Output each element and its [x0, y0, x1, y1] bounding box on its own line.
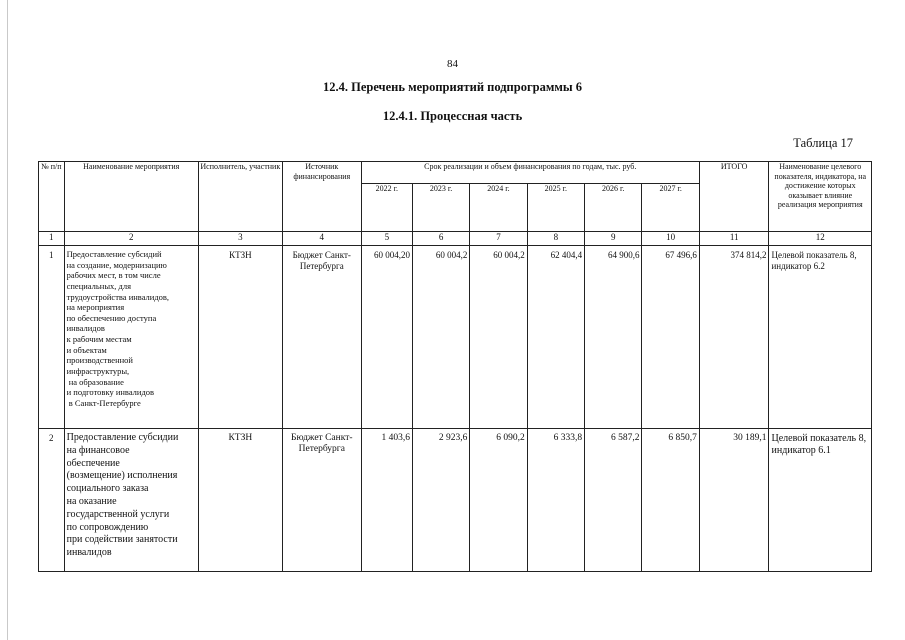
header-no: № п/п — [39, 162, 65, 232]
header-name: Наименование мероприятия — [64, 162, 198, 232]
funding-value-2025: 6 333,8 — [527, 429, 584, 572]
header-source: Источник финансирования — [282, 162, 361, 232]
funding-total: 30 189,1 — [699, 429, 769, 572]
measure-name-line: инвалидов — [66, 323, 105, 334]
column-number: 5 — [361, 232, 412, 246]
executor-cell: КТЗН — [198, 246, 282, 429]
column-number: 11 — [699, 232, 769, 246]
measure-name — [64, 429, 198, 572]
executor-cell: КТЗН — [198, 429, 282, 572]
funding-value-2022: 1 403,6 — [361, 429, 412, 572]
page-edge-rule — [7, 0, 8, 640]
column-number: 7 — [470, 232, 527, 246]
column-number: 1 — [39, 232, 65, 246]
measure-name-line: в Санкт-Петербурге — [66, 397, 141, 408]
table-row — [39, 246, 872, 429]
funding-value-2025: 62 404,4 — [527, 246, 584, 429]
measure-name-line: на финансовое — [66, 444, 130, 456]
measure-name-line: Предоставление субсидий — [66, 249, 162, 259]
header-period-group: Срок реализации и объем финансирования по годам, тыс. руб. — [361, 162, 699, 184]
measure-name-line: и подготовку инвалидов — [66, 387, 155, 398]
funding-value-2027: 6 850,7 — [642, 429, 699, 572]
row-number: 2 — [39, 429, 65, 572]
column-number: 4 — [282, 232, 361, 246]
measure-name-line: обеспечение — [66, 457, 120, 469]
column-number: 2 — [64, 232, 198, 246]
page-number: 84 — [447, 58, 458, 70]
measure-name-line: и объектам — [66, 344, 107, 355]
funding-total: 374 814,2 — [699, 246, 769, 429]
column-number: 12 — [769, 232, 872, 246]
measure-name-line: специальных, для — [66, 280, 132, 291]
subsection-title: 12.4.1. Процессная часть — [382, 109, 523, 123]
column-number: 8 — [527, 232, 584, 246]
funding-value-2022: 60 004,20 — [361, 246, 412, 429]
measure-name-line: на образование — [66, 376, 124, 387]
measure-name-line: по обеспечению доступа — [66, 312, 157, 323]
funding-value-2023: 2 923,6 — [412, 429, 469, 572]
table-caption: Таблица 17 — [793, 136, 853, 150]
measure-name-line: при содействии занятости — [66, 534, 178, 546]
header-indicator: Наименование целевого показателя, индикатора, на достижение которых оказывает влияние реализация мероприятия — [769, 162, 872, 232]
funding-source-cell: Бюджет Санкт-Петербурга — [282, 429, 361, 572]
table-row — [39, 429, 872, 572]
measure-name-line: на оказание — [66, 495, 117, 507]
column-number: 9 — [585, 232, 642, 246]
measure-name-line: на создание, модернизацию — [66, 259, 167, 270]
column-number: 10 — [642, 232, 699, 246]
indicator-cell: Целевой показатель 8, индикатор 6.2 — [769, 246, 872, 429]
measure-name-line: социального заказа — [66, 483, 149, 495]
funding-value-2026: 64 900,6 — [585, 246, 642, 429]
measure-name-line: государственной услуги — [66, 508, 170, 520]
header-executor: Исполнитель, участник — [198, 162, 282, 232]
row-number: 1 — [39, 246, 65, 429]
header-year: 2024 г. — [470, 184, 527, 232]
header-year: 2023 г. — [412, 184, 469, 232]
measure-name-line: по сопровождению — [66, 521, 149, 533]
measure-name-line: инвалидов — [66, 547, 112, 559]
header-year: 2026 г. — [585, 184, 642, 232]
section-title: 12.4. Перечень мероприятий подпрограммы 6 — [322, 80, 583, 94]
measure-name-line: инфраструктуры, — [66, 365, 130, 376]
measures-table — [38, 161, 872, 572]
funding-value-2024: 6 090,2 — [470, 429, 527, 572]
header-year: 2025 г. — [527, 184, 584, 232]
measure-name-line: трудоустройства инвалидов, — [66, 291, 170, 302]
measure-name-line: на мероприятия — [66, 302, 125, 313]
funding-source-cell: Бюджет Санкт-Петербурга — [282, 246, 361, 429]
header-year: 2027 г. — [642, 184, 699, 232]
header-total: ИТОГО — [699, 162, 769, 232]
funding-value-2027: 67 496,6 — [642, 246, 699, 429]
column-number-row — [39, 232, 872, 246]
measure-name-line: рабочих мест, в том числе — [66, 270, 161, 281]
funding-value-2023: 60 004,2 — [412, 246, 469, 429]
funding-value-2026: 6 587,2 — [585, 429, 642, 572]
header-year: 2022 г. — [361, 184, 412, 232]
measure-name-line: производственной — [66, 355, 133, 366]
indicator-cell: Целевой показатель 8, индикатор 6.1 — [769, 429, 872, 572]
measure-name-line: к рабочим местам — [66, 334, 132, 344]
measure-name-line: Предоставление субсидии — [66, 432, 179, 443]
measure-name-line: (возмещение) исполнения — [66, 470, 178, 482]
column-number: 6 — [412, 232, 469, 246]
funding-value-2024: 60 004,2 — [470, 246, 527, 429]
column-number: 3 — [198, 232, 282, 246]
measure-name — [64, 246, 198, 429]
